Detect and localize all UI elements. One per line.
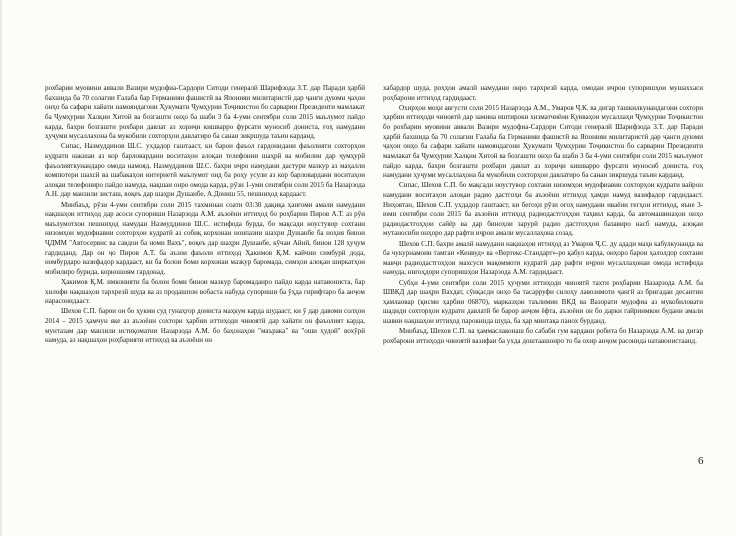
left-paragraph-4: Ҳакимов Қ.М. имконияти ба болои боми бинои мазкур баромаданро пайдо карда натавониста, бар хилофи нақшаҳои тархрезй шуда ва аз продашпон вобаста набуда супориши ба ӯҳда гирифтаро ба анҷом нарасонидааст. xyxy=(45,278,365,306)
right-paragraph-1: хабардор шуда, роҳҳои амалй намудани онро тархрезй карда, омодаи иҷрои супоришҳои мушаххаси роҳбарони иттиҳод гардидааст. xyxy=(383,84,703,102)
left-paragraph-5: Шехов С.П. барои он бо ҳукми суд гунаҳгор дониста маҳкум карда шудааст, ки ӯ дар давоми солҳои 2014 – 2015 ҳамчун яке аз аъзоёни сохтори ҳарбии иттиҳоди чиноятй дар хайати он фаъолият карда, мунтазам дар манзили истиқоматии Назарзода А.М. бо баҳонаҳои "маъракa" ва "оши ҳудой" вохӯрй намуда, аз нақшаҳои роҳбарияти иттиҳод ва аъзоёни он xyxy=(45,307,365,345)
left-paragraph-2: Сипас, Назмуддинов Ш.С. ухдадор гаштааст, ки барои фаъол гардонидани фаъолияти сохторҳои кудрати накшаи аз кор барловардани воситаҳои алоқаи телефонии шаҳрй ва мобилии дар ҷумҳурй фаъолияткунандаро омода намояд. Назмуддинов Ш.С. бахри иҷро намудани дастури мазкур аз маҳалли компютери шахсй ва шабакаҳои интернетй маълумот оид ба роҳу усули аз кор барловардани воситаҳои алоқаи телефониро пайдо намуда, нақшаи онро омода карда, рӯзи 1-уми сентябри соли 2015 ба Назарзода А.Н. дар манзили зисташ, воқеъ дар шаҳри Душанбе, А.Дониш 55, пешниҳод кардааст. xyxy=(45,142,365,199)
right-paragraph-3: Сипас, Шехов С.П. бо мақсади ноустувор сохтани низомҳои мудофиавии сохторҳои кудрати вайрон намудани воситаҳои алоқаи радио дастгоҳи ба аъзоёни иттиҳод ҳамди намуд вазифадор гардидааст. Ниҳоятан, Шехов С.П. ухдадор гаштааст, ки бегоҳи рӯзи огоҳ намудани иваёни тегҳои иттиҳод, яъне 3-юми сентябри соли 2015 ба аъзоёни иттиҳод радиодастгоҳҳои таҳвил карда, ба автомашинаҳои онҳо радиодастгоҳҳои сайёр ва дар биноҳои зарурй радио дастгоҳҳои базавиро насб намуда, алоқаи мутаносиби онҳоро дар рафти иҷрои амали мусаллаҳона созад. xyxy=(383,181,703,238)
left-column xyxy=(45,84,365,346)
right-column xyxy=(383,84,703,346)
right-paragraph-2: Охирҳои моҳи августи соли 2015 Назарзода А.М., Умаров Ҷ.К. ва дигар ташкилкунандагони сохтори ҳарбии иттиҳоди чиноятй дар замина иштироки хизматчиёни Қувваҳои мусаллаҳи Ҷумҳурии Тоҷикистон бо рохбарии муовини аввали Вазири мудофиа-Сардори Ситоди генералй Шарифзода З.Т. дар Паради ҳарбй бахшида ба 70 солагии Ғалаба ба Германияи фашистй ва Японияи милитаристй дар ҷанги дуюми ҷаҳон онҳо ба сафари хайати намояндагони Ҳукумати Ҷумҳурии Тоҷикистон бо сарварии Президенти мамлакат ба Ҷумҳурии Халқии Хитой ва бозгашти онҳо ба шаби 3 ба 4-уми сентябри соли 2015 маълумот пайдо карда, бахри бозгашти рохбари давлат аз хориҷи кишварро фурсати муносиб дониста, ғоҳ намудани ҳуҷуми мусаллаҳона ба мукобили сохторҳои давлатиро ба санаи зикршуда таъин карданд. xyxy=(383,103,703,180)
page-number: 6 xyxy=(698,455,704,467)
right-paragraph-6: Минбаъд, Шехов С.П. ва ҳаммаслаконаш бо сабаби гум кардани робита бо Назарзода А.М. ва дигар рохбарони иттиҳоди чиноятй вазифаи ба ухда доштаашонро то ба охир анҷом расонида натавонистаанд. xyxy=(383,327,703,345)
scan-edge xyxy=(0,0,2,536)
right-paragraph-4: Шехов С.П. бахри амалй намудани нақшаҳои иттиҳод аз Умаров Ҷ.С. ду адади маҳв кабулкунанда ва ба чукурнамоии тамгаи «Кенвуд» ва «Вертекс-Стандарт»-ро қабул карда, онҳоро барои ҳалолдор сохтани мавҷи радиодастгоҳҳои махсуси мақоммоти кудратй дар рафти иҷрои мусаллаҳонаи омода истифода намуда, нигоҳдори супоришҳои Назарзода А.М. гардидааст. xyxy=(383,239,703,277)
left-paragraph-1: рохбарии муовини аввали Вазири мудофиа-Сардори Ситоди генералй Шарифзода З.Т. дар Паради ҳарбй бахшида ба 70 солагии Ғалаба бар Германияи фашистй ва Японияи милитаристй дар ҷанги дуюми ҷаҳон онҳо ба сафари хайати намояндагони Ҳукумати Ҷумҳурии Тоҷикистон бо сарварии Президенти мамлакат ба Ҷумҳурии Халқии Хитой ва бозгашти онҳо ба шаби 3 ба 4-уми сентябри соли 2015 маълумот пайдо карда, бахри бозгашти рохбари давлат аз хориҷи кишварро фурсати муносиб дониста, ғоҳ намудани ҳуҷуми мусаллахона ба мукобили сохторҳои давлатиро ба санаи зикршуда таъин карданд. xyxy=(45,84,365,141)
right-paragraph-5: Субҳи 4-уми сентябри соли 2015 ҳуҷуми иттиҳоди чиноятй тахти роҳбарии Назарзода А.М. ба ШВКД дар шаҳри Вахдат, сӯиқасди онҳо ба тасарруфи силоҳу лавозимоти ҷангй аз бригадаи десантии ҳамлаовар (қисми ҳарбии 06870), марказҳои таълимии ВКД ва Вазорати мудофиа аз мукобиловати шадиди сохторҳои кудрати давлатй бе барор анҷом ёфта, аъзоёни он бо дарки гайриимкон будани амали шавии нақшаҳои иттиҳод парокинда шуда, ба ҳар минтақа панох бурданд. xyxy=(383,278,703,325)
left-paragraph-3: Минбаъд, рӯзи 4-уми сентябри соли 2015 тахминан соати 03:30 дақиқа ҳангоми амали намудани нақшаҳои иттиҳод дар асоси супориши Назарзода А.М. аъзоёни иттиҳод бо роҳбарии Пиров А.Т. аз рӯи маълумотхои пешниҳод намудаи Назмуддинов Ш.С. истифода бурда, бо мақсади ноустувор сохтани низомҳои мудофиавии сохторҳои кудратй аз собиқ корхонаи нонпазии шахри Душанбе ба ноҳия бинои ҶДММ "Автосервис ва савдои ба номи Вахъ", воқеъ дар шаҳри Душанбе, кӯчаи Айнй, бинои 128 ҳуҷум гардиданд. Дар он ҷо Пиров А.Т. ба аъзои фаъоли иттиҳод Ҳакимов Қ.М. кайчии симбурй дода, номбурдаро вазифадор кардааст, ки ба болои боми корхонаи мазкур баромада, симҳои алоқаи ширкатҳои мобилиро бурида, корношоям гардонад. xyxy=(45,200,365,276)
